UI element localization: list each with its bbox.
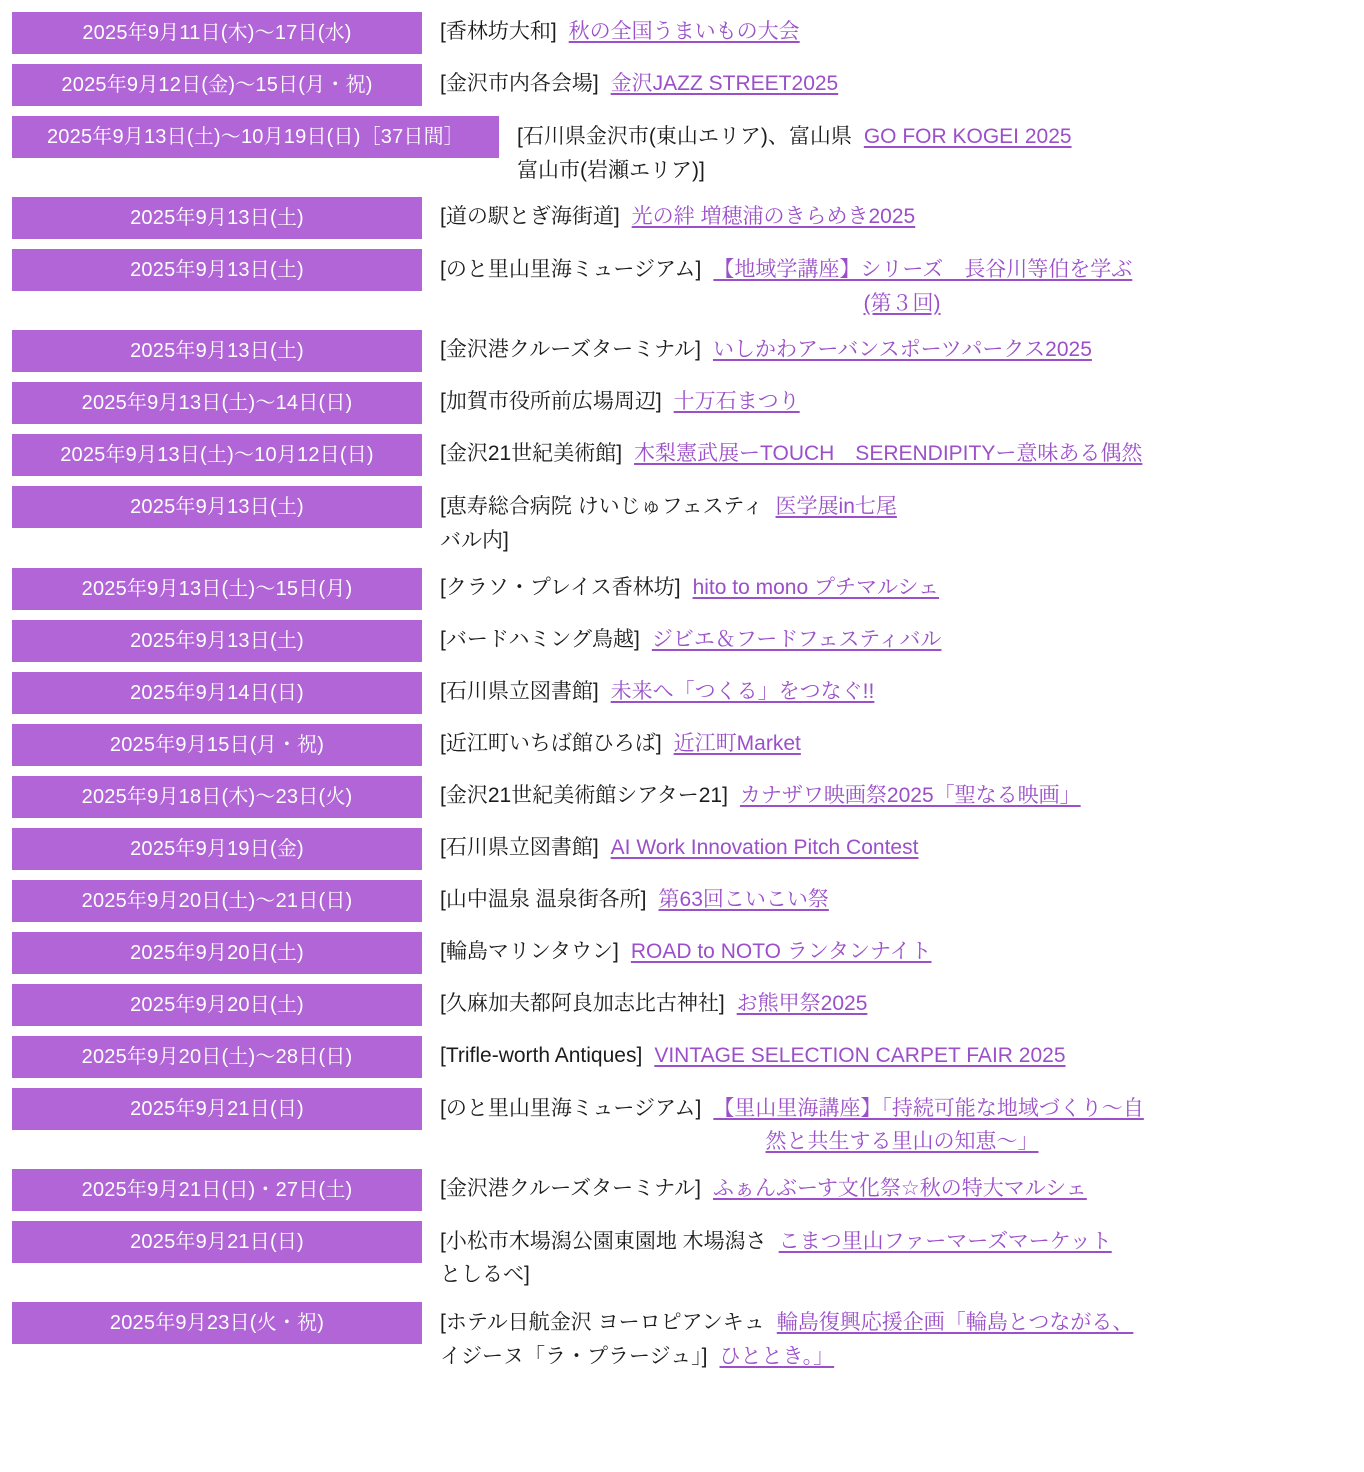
- event-venue: [香林坊大和]: [440, 20, 557, 43]
- event-title-link[interactable]: 第63回こいこい祭: [658, 887, 829, 911]
- event-title-link[interactable]: 秋の全国うまいもの大会: [568, 20, 800, 43]
- event-primary-line: [440, 490, 1364, 524]
- event-title-link[interactable]: 【里山里海講座】「持続可能な地域づくり〜自: [713, 1096, 1144, 1120]
- event-primary-line: [440, 780, 1364, 813]
- event-venue-line2: 富山市(岩瀬エリア)]: [517, 158, 705, 182]
- event-venue: [石川県立図書館]: [440, 679, 599, 703]
- event-title-link-line2[interactable]: 然と共生する里山の知恵〜」: [765, 1130, 1039, 1154]
- event-primary-line: [440, 334, 1364, 367]
- event-date-badge: 2025年9月20日(土)〜28日(日): [12, 1036, 422, 1078]
- event-title-link[interactable]: いしかわアーバンスポーツパークス2025: [712, 338, 1092, 362]
- event-row: [0, 828, 1364, 870]
- event-primary-line: [440, 1225, 1364, 1259]
- event-title-link[interactable]: カナザワ映画祭2025「聖なる映画」: [739, 783, 1081, 807]
- event-row: [0, 672, 1364, 714]
- event-info: [440, 197, 1364, 234]
- event-info: [440, 1088, 1364, 1159]
- event-title-link[interactable]: 金沢JAZZ STREET2025: [610, 72, 839, 95]
- event-venue: [近江町いちば館ひろば]: [440, 731, 662, 755]
- event-primary-line: [440, 676, 1364, 709]
- event-venue-line2-wrap: [440, 1340, 1364, 1374]
- event-date-badge: 2025年9月13日(土): [12, 330, 422, 372]
- event-row: [0, 724, 1364, 766]
- event-venue-line2: バル内]: [440, 528, 509, 552]
- event-date-badge: 2025年9月14日(日): [12, 672, 422, 714]
- event-title-link[interactable]: ふぁんぶーす文化祭☆秋の特大マルシェ: [712, 1176, 1087, 1200]
- event-info: [440, 672, 1364, 709]
- event-venue: [山中温泉 温泉街各所]: [440, 887, 647, 911]
- event-title-link[interactable]: 輪島復興応援企画「輪島とつながる、: [776, 1310, 1134, 1334]
- event-date-badge: 2025年9月13日(土): [12, 197, 422, 239]
- event-title-link[interactable]: こまつ里山ファーマーズマーケット: [778, 1229, 1112, 1253]
- event-title-link-line2[interactable]: (第３回): [863, 291, 941, 315]
- event-primary-line: [440, 624, 1364, 657]
- event-info: [440, 1036, 1364, 1073]
- event-venue-line2-wrap: [517, 154, 1364, 188]
- event-row: [0, 1221, 1364, 1292]
- event-title-link[interactable]: GO FOR KOGEI 2025: [863, 125, 1072, 148]
- event-info: [440, 1302, 1364, 1373]
- event-title-link[interactable]: ROAD to NOTO ランタンナイト: [630, 939, 932, 963]
- event-venue: [道の駅とぎ海街道]: [440, 205, 620, 229]
- event-row: [0, 434, 1364, 476]
- event-info: [440, 620, 1364, 657]
- event-primary-line: [440, 386, 1364, 419]
- event-date-badge: 2025年9月13日(土)〜15日(月): [12, 568, 422, 610]
- event-info: [440, 828, 1364, 865]
- event-primary-line: [440, 16, 1364, 49]
- event-venue: [のと里山里海ミュージアム]: [440, 1096, 702, 1120]
- event-primary-line: [440, 253, 1364, 287]
- event-primary-line: [440, 1173, 1364, 1206]
- event-row: [0, 249, 1364, 320]
- event-primary-line: [440, 1040, 1364, 1073]
- event-date-badge: 2025年9月23日(火・祝): [12, 1302, 422, 1344]
- event-date-badge: 2025年9月13日(土): [12, 620, 422, 662]
- event-info: [440, 880, 1364, 917]
- event-row: [0, 12, 1364, 54]
- event-title-link[interactable]: 未来へ「つくる」をつなぐ!!: [610, 679, 875, 703]
- event-primary-line: [440, 988, 1364, 1021]
- event-venue-line2: イジーヌ「ラ・プラージュ」]: [440, 1344, 708, 1368]
- event-info: [440, 434, 1364, 471]
- event-primary-line: [440, 832, 1364, 865]
- event-venue: [久麻加夫都阿良加志比古神社]: [440, 991, 725, 1015]
- event-primary-line: [517, 120, 1364, 154]
- event-row: [0, 197, 1364, 239]
- event-info: [440, 1221, 1364, 1292]
- event-row: [0, 776, 1364, 818]
- event-info: [440, 776, 1364, 813]
- event-venue: [小松市木場潟公園東園地 木場潟さ: [440, 1229, 767, 1253]
- event-row: [0, 486, 1364, 557]
- event-venue: [のと里山里海ミュージアム]: [440, 258, 702, 282]
- event-title-link[interactable]: hito to mono プチマルシェ: [692, 575, 940, 599]
- event-info: [440, 984, 1364, 1021]
- event-venue-line2: としるべ]: [440, 1263, 530, 1287]
- event-date-badge: 2025年9月19日(金): [12, 828, 422, 870]
- event-row: [0, 620, 1364, 662]
- event-title-link[interactable]: 光の絆 増穂浦のきらめき2025: [631, 205, 916, 229]
- event-row: [0, 382, 1364, 424]
- event-row: [0, 116, 1364, 187]
- event-primary-line: [440, 728, 1364, 761]
- event-title-link[interactable]: 木梨憲武展ーTOUCH SERENDIPITYー意味ある偶然: [634, 442, 1143, 466]
- event-venue: [金沢21世紀美術館シアター21]: [440, 783, 728, 807]
- event-row: [0, 1036, 1364, 1078]
- event-venue: [金沢港クルーズターミナル]: [440, 1176, 701, 1200]
- event-primary-line: [440, 1092, 1364, 1126]
- event-title-link-line2[interactable]: ひととき。」: [719, 1344, 835, 1368]
- event-date-badge: 2025年9月13日(土)〜10月19日(日)［37日間］: [12, 116, 499, 158]
- event-title-line2-wrap: [440, 1125, 1364, 1159]
- event-title-link[interactable]: VINTAGE SELECTION CARPET FAIR 2025: [654, 1043, 1066, 1067]
- event-row: [0, 1169, 1364, 1211]
- event-primary-line: [440, 884, 1364, 917]
- event-row: [0, 932, 1364, 974]
- event-date-badge: 2025年9月20日(土)〜21日(日): [12, 880, 422, 922]
- event-primary-line: [440, 68, 1364, 101]
- event-venue: [金沢市内各会場]: [440, 72, 599, 95]
- event-venue: [クラソ・プレイス香林坊]: [440, 575, 681, 599]
- event-title-line2-wrap: [440, 287, 1364, 321]
- event-venue: [金沢港クルーズターミナル]: [440, 338, 701, 362]
- event-row: [0, 330, 1364, 372]
- event-title-link[interactable]: 医学展in七尾: [775, 495, 897, 519]
- event-primary-line: [440, 572, 1364, 605]
- event-info: [440, 568, 1364, 605]
- event-venue-line2-wrap: [440, 524, 1364, 558]
- event-venue: [恵寿総合病院 けいじゅフェスティ: [440, 495, 764, 519]
- event-title-link[interactable]: お熊甲祭2025: [736, 991, 868, 1015]
- event-date-badge: 2025年9月21日(日): [12, 1088, 422, 1130]
- event-date-badge: 2025年9月13日(土)〜14日(日): [12, 382, 422, 424]
- event-date-badge: 2025年9月21日(日)・27日(土): [12, 1169, 422, 1211]
- event-info: [440, 330, 1364, 367]
- event-info: [440, 724, 1364, 761]
- event-venue: [Trifle-worth Antiques]: [440, 1043, 643, 1067]
- event-info: [440, 1169, 1364, 1206]
- event-row: [0, 1302, 1364, 1373]
- event-info: [440, 932, 1364, 969]
- event-title-link[interactable]: AI Work Innovation Pitch Contest: [610, 835, 919, 859]
- event-venue: [ホテル日航金沢 ヨーロピアンキュ: [440, 1310, 765, 1334]
- event-primary-line: [440, 936, 1364, 969]
- event-date-badge: 2025年9月13日(土): [12, 486, 422, 528]
- event-date-badge: 2025年9月15日(月・祝): [12, 724, 422, 766]
- event-info: [440, 249, 1364, 320]
- event-title-link[interactable]: 【地域学講座】シリーズ 長谷川等伯を学ぶ: [713, 258, 1133, 282]
- event-info: [440, 12, 1364, 49]
- event-venue: [石川県金沢市(東山エリア)、富山県: [517, 125, 852, 148]
- event-venue: [輪島マリンタウン]: [440, 939, 619, 963]
- event-venue: [金沢21世紀美術館]: [440, 442, 623, 466]
- event-date-badge: 2025年9月13日(土)〜10月12日(日): [12, 434, 422, 476]
- event-info: [440, 64, 1364, 101]
- event-venue: [石川県立図書館]: [440, 835, 599, 859]
- event-row: [0, 568, 1364, 610]
- event-row: [0, 1088, 1364, 1159]
- event-date-badge: 2025年9月21日(日): [12, 1221, 422, 1263]
- event-row: [0, 880, 1364, 922]
- event-info: [517, 116, 1364, 187]
- event-primary-line: [440, 1306, 1364, 1340]
- event-primary-line: [440, 438, 1364, 471]
- event-title-link[interactable]: 十万石まつり: [673, 390, 800, 414]
- event-title-link[interactable]: 近江町Market: [673, 731, 801, 755]
- event-venue-line2-wrap: [440, 1258, 1364, 1292]
- event-title-link[interactable]: ジビエ＆フードフェスティバル: [651, 627, 942, 651]
- event-venue: [加賀市役所前広場周辺]: [440, 390, 662, 414]
- event-primary-line: [440, 201, 1364, 234]
- event-date-badge: 2025年9月11日(木)〜17日(水): [12, 12, 422, 54]
- event-info: [440, 382, 1364, 419]
- event-date-badge: 2025年9月12日(金)〜15日(月・祝): [12, 64, 422, 106]
- event-info: [440, 486, 1364, 557]
- event-row: [0, 64, 1364, 106]
- event-date-badge: 2025年9月20日(土): [12, 984, 422, 1026]
- event-date-badge: 2025年9月20日(土): [12, 932, 422, 974]
- event-date-badge: 2025年9月18日(木)〜23日(火): [12, 776, 422, 818]
- event-date-badge: 2025年9月13日(土): [12, 249, 422, 291]
- event-row: [0, 984, 1364, 1026]
- event-venue: [バードハミング鳥越]: [440, 627, 640, 651]
